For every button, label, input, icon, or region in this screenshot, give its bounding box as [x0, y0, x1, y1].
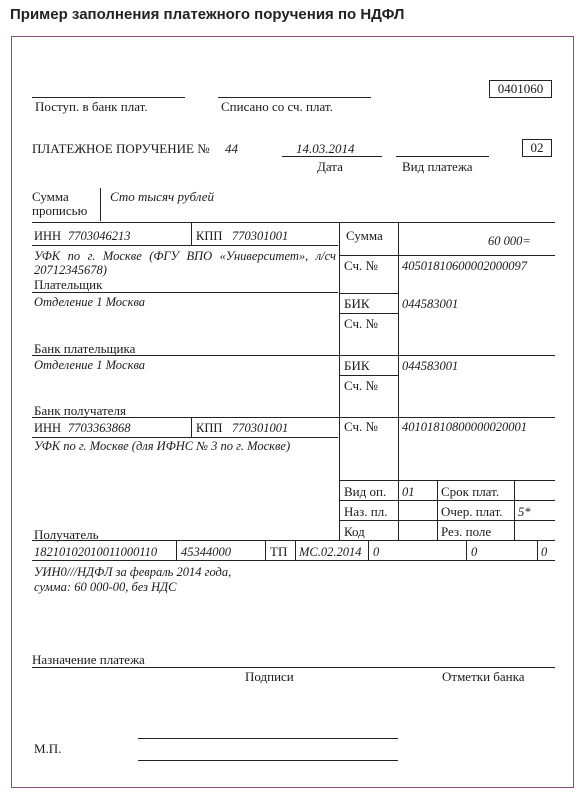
grid-line	[32, 222, 555, 223]
payer-label: Плательщик	[34, 277, 103, 292]
grid-line	[191, 222, 192, 245]
op-type: 01	[402, 485, 415, 499]
grid-line	[340, 375, 398, 376]
purpose-label: Назначение платежа	[32, 652, 145, 667]
grid-line	[295, 540, 296, 560]
tax-kbk: 18210102010011000110	[34, 545, 158, 559]
payer-inn: 7703046213	[68, 229, 131, 243]
debited-label: Списано со сч. плат.	[221, 99, 333, 114]
grid-line	[537, 540, 538, 560]
sum-words-label-1: Сумма	[32, 189, 69, 204]
payee-bank-bik: 044583001	[402, 359, 459, 373]
grid-line	[340, 313, 398, 314]
sum-words-divider	[100, 188, 101, 221]
document-number: 44	[225, 141, 238, 156]
sum-words-label-2: прописью	[32, 203, 88, 218]
tax-doc-number: 0	[373, 545, 380, 559]
grid-line	[32, 560, 555, 561]
payer-inn-label: ИНН	[34, 229, 62, 243]
payer-kpp: 770301001	[232, 229, 289, 243]
grid-line	[398, 222, 399, 540]
tax-type: 0	[541, 545, 548, 559]
grid-line	[32, 292, 338, 293]
purpose-line-2: сумма: 60 000-00, без НДС	[34, 580, 177, 594]
grid-line	[32, 245, 338, 246]
payee-inn: 7703363868	[68, 421, 131, 435]
payer-bank-label: Банк плательщика	[34, 341, 136, 356]
grid-line	[340, 255, 555, 256]
payee-kpp-label: КПП	[196, 421, 223, 435]
purpose-code-label: Наз. пл.	[344, 504, 388, 519]
debited-line	[218, 97, 371, 98]
payee-kpp: 770301001	[232, 421, 289, 435]
grid-line	[340, 520, 555, 521]
status-code: 02	[530, 140, 544, 155]
document-date: 14.03.2014	[296, 141, 355, 156]
order-label: Очер. плат.	[441, 504, 503, 519]
signature-line-2	[138, 760, 398, 761]
date-line	[282, 156, 382, 157]
page-heading: Пример заполнения платежного поручения по НДФЛ	[10, 6, 405, 23]
payer-name: УФК по г. Москве (ФГУ ВПО «Университет», л/сч 20712345678)	[34, 249, 336, 277]
payer-kpp-label: КПП	[196, 229, 223, 243]
payee-bank-bik-label: БИК	[344, 358, 370, 373]
grid-line	[437, 480, 438, 540]
tax-oktmo: 45344000	[181, 545, 231, 559]
grid-line	[368, 540, 369, 560]
grid-line	[466, 540, 467, 560]
payer-bank-bik: 044583001	[402, 297, 459, 311]
signatures-label: Подписи	[245, 669, 294, 684]
document-title: ПЛАТЕЖНОЕ ПОРУЧЕНИЕ №	[32, 141, 210, 156]
payee-bank-name: Отделение 1 Москва	[34, 358, 146, 372]
grid-line	[340, 480, 555, 481]
term-label: Срок плат.	[441, 484, 500, 499]
stamp-label: М.П.	[34, 741, 62, 756]
date-label: Дата	[317, 159, 343, 174]
payee-inn-label: ИНН	[34, 421, 62, 435]
tax-doc-date: 0	[471, 545, 478, 559]
grid-line	[339, 222, 340, 540]
bank-marks-label: Отметки банка	[442, 669, 525, 684]
grid-line	[265, 540, 266, 560]
grid-line	[340, 293, 398, 294]
purpose-line-1: УИН0///НДФЛ за февраль 2014 года,	[34, 565, 232, 579]
order-value: 5*	[518, 505, 531, 519]
received-line	[32, 97, 185, 98]
payee-bank-account-label: Сч. №	[344, 378, 378, 393]
payer-bank-name: Отделение 1 Москва	[34, 295, 146, 309]
reserve-label: Рез. поле	[441, 524, 492, 539]
sum-label: Сумма	[346, 228, 383, 243]
purpose-line	[32, 667, 555, 668]
payer-bank-account-label: Сч. №	[344, 316, 378, 331]
form-code: 0401060	[497, 81, 544, 96]
sum-value: 60 000=	[488, 234, 531, 248]
op-type-label: Вид оп.	[344, 484, 387, 499]
grid-line	[176, 540, 177, 560]
sum-words: Сто тысяч рублей	[110, 189, 215, 204]
payee-name: УФК по г. Москве (для ИФНС № 3 по г. Москве)	[34, 439, 291, 453]
signature-line-1	[138, 738, 398, 739]
grid-line	[340, 500, 555, 501]
payment-type-label: Вид платежа	[402, 159, 473, 174]
payer-account: 40501810600002000097	[402, 259, 527, 273]
grid-line	[514, 480, 515, 540]
payer-account-label: Сч. №	[344, 258, 378, 273]
payee-account: 40101810800000020001	[402, 420, 527, 434]
payee-account-label: Сч. №	[344, 419, 378, 434]
tax-period: МС.02.2014	[299, 545, 362, 559]
tax-basis: ТП	[270, 544, 288, 559]
code-label: Код	[344, 524, 365, 539]
grid-line	[32, 540, 555, 541]
payer-bank-bik-label: БИК	[344, 296, 370, 311]
payee-bank-label: Банк получателя	[34, 403, 126, 418]
payment-type-line	[396, 156, 489, 157]
grid-line	[191, 417, 192, 438]
payee-label: Получатель	[34, 527, 99, 542]
received-label: Поступ. в банк плат.	[35, 99, 148, 114]
grid-line	[32, 437, 338, 438]
